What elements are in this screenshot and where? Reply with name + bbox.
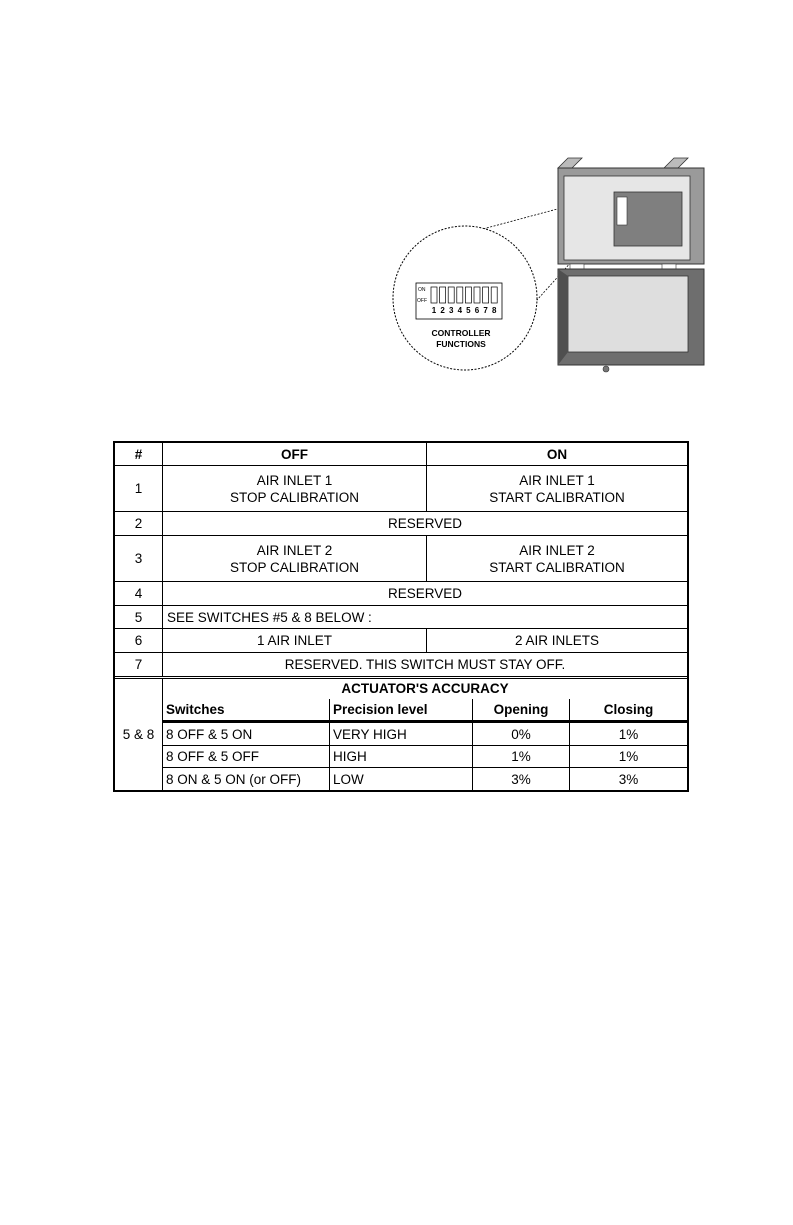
dip-switch-key [431, 287, 437, 303]
accuracy-num: 5 & 8 [115, 679, 163, 790]
accuracy-row [163, 767, 687, 790]
accuracy-precision: HIGH [330, 746, 473, 768]
table-row [115, 653, 687, 676]
dip-switch-number: 8 [491, 306, 497, 315]
row-on: AIR INLET 1 START CALIBRATION [489, 472, 625, 505]
row-num: 4 [115, 582, 163, 605]
table-header-row [115, 443, 687, 466]
accuracy-switches: 8 OFF & 5 OFF [163, 746, 330, 768]
dip-switch-number: 3 [448, 306, 454, 315]
accuracy-switches: 8 OFF & 5 ON [163, 723, 330, 745]
caption-line1: CONTROLLER [431, 328, 491, 338]
row-num: 5 [115, 606, 163, 628]
header-num: # [115, 443, 163, 465]
row-num: 7 [115, 653, 163, 676]
row-span: SEE SWITCHES #5 & 8 BELOW : [167, 609, 372, 625]
accuracy-title: ACTUATOR'S ACCURACY [341, 681, 509, 697]
accuracy-closing: 3% [618, 771, 639, 787]
row-num: 1 [115, 466, 163, 511]
row-on: AIR INLET 2 START CALIBRATION [489, 542, 625, 575]
accuracy-opening: 1% [473, 746, 570, 768]
dip-switch-key [440, 287, 446, 303]
dip-on-label: ON [418, 287, 426, 293]
dip-switch-number: 4 [457, 306, 463, 315]
dip-switch-key [457, 287, 463, 303]
row-off: AIR INLET 1 STOP CALIBRATION [163, 466, 427, 511]
accuracy-row [163, 745, 687, 768]
dip-off-label: OFF [417, 298, 427, 304]
row-num: 3 [115, 536, 163, 581]
row-span: RESERVED [387, 586, 463, 601]
accuracy-precision: LOW [330, 768, 473, 790]
dip-switch-key [465, 287, 471, 303]
dip-switch-number: 7 [483, 306, 488, 315]
controller-box [558, 158, 704, 372]
header-off: OFF [163, 443, 427, 465]
dip-switch-key [491, 287, 497, 303]
accuracy-opening: 0% [473, 723, 570, 745]
caption-line2: FUNCTIONS [436, 339, 486, 349]
accuracy-switches: 8 ON & 5 ON (or OFF) [163, 768, 330, 790]
table-row [115, 512, 687, 536]
table-row [115, 536, 687, 582]
table-row [115, 582, 687, 606]
dip-switch-number: 6 [474, 306, 480, 315]
dip-switch-block [416, 283, 502, 319]
dip-switch-number: 2 [440, 306, 445, 315]
row-off: 1 AIR INLET [163, 629, 427, 652]
accuracy-closing: 1% [618, 726, 639, 742]
switch-functions-table [113, 441, 689, 792]
controller-illustration [380, 150, 710, 410]
accuracy-header-row [163, 699, 687, 723]
table-row [115, 629, 687, 653]
table-row [115, 606, 687, 629]
dip-switch-number: 5 [466, 306, 471, 315]
dip-switch-number: 1 [431, 306, 437, 315]
row-on: 2 AIR INLETS [514, 633, 600, 648]
accuracy-header-opening: Opening [473, 699, 570, 723]
accuracy-section [115, 676, 687, 790]
dip-switch-key [483, 287, 489, 303]
header-on: ON [546, 446, 568, 462]
accuracy-opening: 3% [473, 768, 570, 790]
row-off: AIR INLET 2 STOP CALIBRATION [163, 536, 427, 581]
accuracy-row [163, 722, 687, 745]
row-num: 2 [115, 512, 163, 535]
row-span: RESERVED [387, 516, 463, 531]
accuracy-header-precision: Precision level [330, 699, 473, 723]
accuracy-precision: VERY HIGH [330, 723, 473, 745]
dip-switch-key [474, 287, 480, 303]
accuracy-header-switches: Switches [163, 699, 330, 723]
accuracy-header-closing: Closing [570, 699, 687, 723]
dip-switch-key [448, 287, 454, 303]
accuracy-closing: 1% [618, 749, 639, 765]
row-span: RESERVED. THIS SWITCH MUST STAY OFF. [284, 657, 566, 672]
row-num: 6 [115, 629, 163, 652]
table-row [115, 466, 687, 512]
